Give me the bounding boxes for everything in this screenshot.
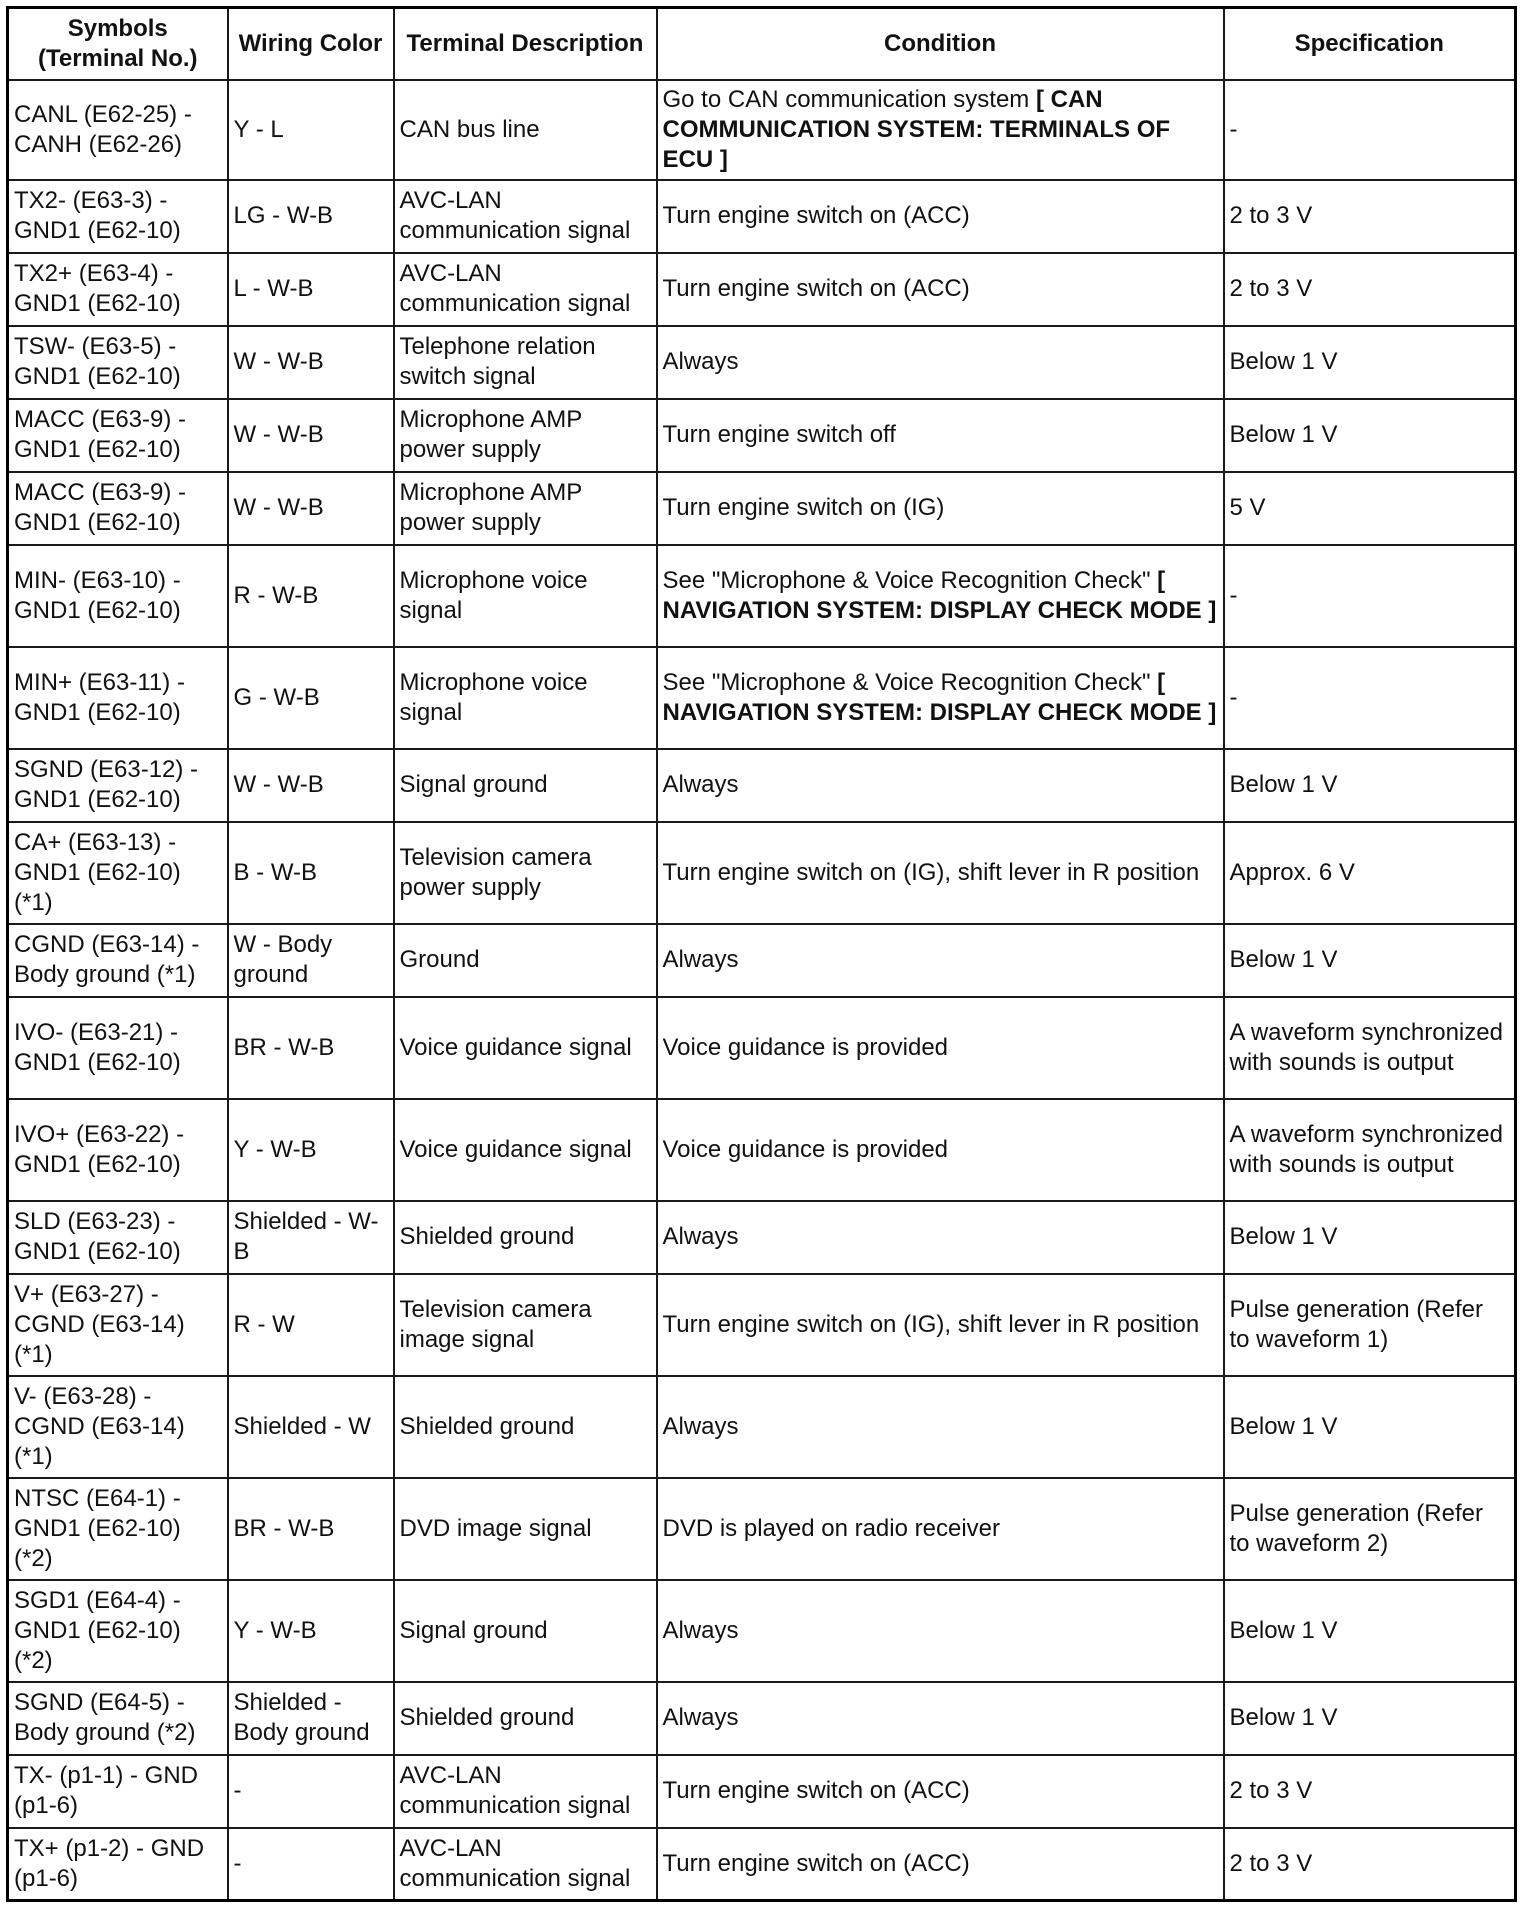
symbols-cell: V+ (E63-27) - CGND (E63-14) (*1)	[8, 1274, 228, 1376]
terminal-description-cell: Ground	[394, 924, 657, 997]
terminal-description-cell: Microphone AMP power supply	[394, 472, 657, 545]
condition-cell	[657, 326, 1224, 399]
condition-cell	[657, 997, 1224, 1099]
wiring-color-cell: Y - W-B	[228, 1099, 394, 1201]
specification-cell: 2 to 3 V	[1224, 180, 1516, 253]
condition-text: Always	[662, 1616, 739, 1644]
condition-text: Always	[662, 1223, 739, 1250]
condition-reference-link[interactable]: [ NAVIGATION SYSTEM: DISPLAY CHECK MODE ]	[662, 668, 1217, 726]
terminal-description-cell: AVC-LAN communication signal	[394, 180, 657, 253]
condition-text: Turn engine switch on (IG)	[662, 494, 945, 521]
terminal-description-cell: Signal ground	[394, 749, 657, 822]
header-terminal-description: Terminal Description	[394, 8, 657, 80]
symbols-cell: TX+ (p1-2) - GND (p1-6)	[8, 1828, 228, 1901]
wiring-color-cell: BR - W-B	[228, 1478, 394, 1580]
terminal-description-cell: Voice guidance signal	[394, 1099, 657, 1201]
table-row	[8, 822, 1516, 924]
condition-text: Voice guidance is provided	[662, 1033, 949, 1061]
condition-cell	[657, 1478, 1224, 1580]
header-specification: Specification	[1224, 8, 1516, 80]
symbols-cell: SGND (E64-5) - Body ground (*2)	[8, 1682, 228, 1755]
specification-cell: -	[1224, 80, 1516, 180]
terminal-description-cell: Television camera power supply	[394, 822, 657, 924]
symbols-cell: MIN+ (E63-11) - GND1 (E62-10)	[8, 647, 228, 749]
table-row	[8, 180, 1516, 253]
condition-cell	[657, 1828, 1224, 1901]
header-condition: Condition	[657, 8, 1224, 80]
condition-text: Turn engine switch on (IG), shift lever in R position	[662, 1310, 1200, 1338]
wiring-color-cell: W - W-B	[228, 399, 394, 472]
wiring-color-cell: -	[228, 1755, 394, 1828]
table-row	[8, 924, 1516, 997]
condition-text: Voice guidance is provided	[662, 1135, 949, 1163]
condition-text: Turn engine switch on (ACC)	[662, 1849, 970, 1877]
condition-text: Turn engine switch on (ACC)	[662, 1777, 970, 1804]
specification-cell: -	[1224, 647, 1516, 749]
symbols-cell: SLD (E63-23) - GND1 (E62-10)	[8, 1201, 228, 1274]
table-row	[8, 1099, 1516, 1201]
condition-cell	[657, 1201, 1224, 1274]
specification-cell: Approx. 6 V	[1224, 822, 1516, 924]
wiring-color-cell: Shielded - W	[228, 1376, 394, 1478]
table-row	[8, 1478, 1516, 1580]
specification-cell: 2 to 3 V	[1224, 253, 1516, 326]
specification-cell: Pulse generation (Refer to waveform 2)	[1224, 1478, 1516, 1580]
terminal-description-cell: Shielded ground	[394, 1682, 657, 1755]
terminal-description-cell: Microphone voice signal	[394, 647, 657, 749]
symbols-cell: MACC (E63-9) - GND1 (E62-10)	[8, 399, 228, 472]
specification-cell: Below 1 V	[1224, 326, 1516, 399]
table-row	[8, 1580, 1516, 1682]
wiring-color-cell: W - W-B	[228, 749, 394, 822]
table-row	[8, 80, 1516, 180]
terminal-description-cell: Voice guidance signal	[394, 997, 657, 1099]
condition-cell	[657, 1682, 1224, 1755]
condition-text: Turn engine switch on (IG), shift lever in R position	[662, 858, 1200, 886]
condition-cell	[657, 1580, 1224, 1682]
symbols-cell: TX2+ (E63-4) - GND1 (E62-10)	[8, 253, 228, 326]
symbols-cell: V- (E63-28) - CGND (E63-14) (*1)	[8, 1376, 228, 1478]
condition-text: DVD is played on radio receiver	[662, 1514, 1000, 1542]
wiring-color-cell: Y - L	[228, 80, 394, 180]
wiring-color-cell: R - W-B	[228, 545, 394, 647]
specification-cell: 2 to 3 V	[1224, 1828, 1516, 1901]
table-row	[8, 1828, 1516, 1901]
condition-reference-link[interactable]: [ CAN COMMUNICATION SYSTEM: TERMINALS OF ECU ]	[662, 85, 1171, 173]
terminal-description-cell: CAN bus line	[394, 80, 657, 180]
symbols-cell: MACC (E63-9) - GND1 (E62-10)	[8, 472, 228, 545]
table-row	[8, 253, 1516, 326]
condition-cell	[657, 80, 1224, 180]
symbols-cell: MIN- (E63-10) - GND1 (E62-10)	[8, 545, 228, 647]
condition-cell	[657, 647, 1224, 749]
specification-cell: Below 1 V	[1224, 924, 1516, 997]
table-row	[8, 1201, 1516, 1274]
wiring-color-cell: Shielded - W-B	[228, 1201, 394, 1274]
condition-cell	[657, 822, 1224, 924]
condition-cell	[657, 1755, 1224, 1828]
table-row	[8, 1682, 1516, 1755]
condition-text: See "Microphone & Voice Recognition Check"	[662, 668, 1158, 696]
wiring-color-cell: B - W-B	[228, 822, 394, 924]
specification-cell: -	[1224, 545, 1516, 647]
condition-cell	[657, 1274, 1224, 1376]
wiring-color-cell: G - W-B	[228, 647, 394, 749]
terminal-description-cell: Signal ground	[394, 1580, 657, 1682]
condition-text: Always	[662, 771, 739, 798]
wiring-color-cell: Shielded - Body ground	[228, 1682, 394, 1755]
condition-text: Always	[662, 946, 739, 973]
terminal-description-cell: DVD image signal	[394, 1478, 657, 1580]
specification-cell: 2 to 3 V	[1224, 1755, 1516, 1828]
condition-reference-link[interactable]: [ NAVIGATION SYSTEM: DISPLAY CHECK MODE ]	[662, 566, 1217, 624]
specification-cell: Below 1 V	[1224, 1376, 1516, 1478]
condition-cell	[657, 545, 1224, 647]
table-row	[8, 472, 1516, 545]
wiring-color-cell: -	[228, 1828, 394, 1901]
condition-cell	[657, 1376, 1224, 1478]
specification-cell: Below 1 V	[1224, 749, 1516, 822]
wiring-color-cell: L - W-B	[228, 253, 394, 326]
terminal-description-cell: AVC-LAN communication signal	[394, 1828, 657, 1901]
condition-cell	[657, 253, 1224, 326]
specification-cell: Pulse generation (Refer to waveform 1)	[1224, 1274, 1516, 1376]
header-row	[8, 8, 1516, 80]
condition-cell	[657, 1099, 1224, 1201]
symbols-cell: IVO- (E63-21) - GND1 (E62-10)	[8, 997, 228, 1099]
table-row	[8, 326, 1516, 399]
symbols-cell: TSW- (E63-5) - GND1 (E62-10)	[8, 326, 228, 399]
wiring-color-cell: Y - W-B	[228, 1580, 394, 1682]
table-row	[8, 1274, 1516, 1376]
table-body	[8, 80, 1516, 1901]
wiring-color-cell: R - W	[228, 1274, 394, 1376]
symbols-cell: TX- (p1-1) - GND (p1-6)	[8, 1755, 228, 1828]
condition-text: Turn engine switch on (ACC)	[662, 275, 970, 302]
terminal-description-cell: Shielded ground	[394, 1376, 657, 1478]
condition-cell	[657, 924, 1224, 997]
table-row	[8, 997, 1516, 1099]
terminal-description-cell: Shielded ground	[394, 1201, 657, 1274]
condition-text: See "Microphone & Voice Recognition Check"	[662, 566, 1158, 594]
table-row	[8, 647, 1516, 749]
table-row	[8, 399, 1516, 472]
terminal-description-cell: AVC-LAN communication signal	[394, 253, 657, 326]
wiring-color-cell: LG - W-B	[228, 180, 394, 253]
condition-cell	[657, 472, 1224, 545]
condition-text: Always	[662, 1704, 739, 1731]
condition-cell	[657, 749, 1224, 822]
condition-cell	[657, 399, 1224, 472]
symbols-cell: SGND (E63-12) - GND1 (E62-10)	[8, 749, 228, 822]
wiring-color-cell: W - Body ground	[228, 924, 394, 997]
symbols-cell: TX2- (E63-3) - GND1 (E62-10)	[8, 180, 228, 253]
condition-text: Go to CAN communication system	[662, 85, 1036, 113]
terminal-description-cell: Television camera image signal	[394, 1274, 657, 1376]
specification-cell: A waveform synchronized with sounds is output	[1224, 997, 1516, 1099]
terminal-description-cell: Telephone relation switch signal	[394, 326, 657, 399]
table-row	[8, 1376, 1516, 1478]
wiring-color-cell: W - W-B	[228, 326, 394, 399]
terminal-table	[6, 6, 1517, 1902]
symbols-cell: CA+ (E63-13) - GND1 (E62-10) (*1)	[8, 822, 228, 924]
condition-text: Turn engine switch off	[662, 421, 896, 448]
specification-cell: Below 1 V	[1224, 1580, 1516, 1682]
wiring-color-cell: W - W-B	[228, 472, 394, 545]
symbols-cell: SGD1 (E64-4) - GND1 (E62-10) (*2)	[8, 1580, 228, 1682]
terminal-description-cell: AVC-LAN communication signal	[394, 1755, 657, 1828]
condition-cell	[657, 180, 1224, 253]
symbols-cell: IVO+ (E63-22) - GND1 (E62-10)	[8, 1099, 228, 1201]
symbols-cell: CGND (E63-14) - Body ground (*1)	[8, 924, 228, 997]
specification-cell: A waveform synchronized with sounds is output	[1224, 1099, 1516, 1201]
table-row	[8, 749, 1516, 822]
wiring-color-cell: BR - W-B	[228, 997, 394, 1099]
terminal-description-cell: Microphone voice signal	[394, 545, 657, 647]
header-symbols: Symbols (Terminal No.)	[8, 8, 228, 80]
table-row	[8, 545, 1516, 647]
specification-cell: Below 1 V	[1224, 1682, 1516, 1755]
condition-text: Turn engine switch on (ACC)	[662, 202, 970, 229]
condition-text: Always	[662, 348, 739, 375]
symbols-cell: NTSC (E64-1) - GND1 (E62-10) (*2)	[8, 1478, 228, 1580]
header-wiring-color: Wiring Color	[228, 8, 394, 80]
condition-text: Always	[662, 1412, 739, 1440]
specification-cell: Below 1 V	[1224, 399, 1516, 472]
terminal-description-cell: Microphone AMP power supply	[394, 399, 657, 472]
table-row	[8, 1755, 1516, 1828]
symbols-cell: CANL (E62-25) - CANH (E62-26)	[8, 80, 228, 180]
specification-cell: Below 1 V	[1224, 1201, 1516, 1274]
specification-cell: 5 V	[1224, 472, 1516, 545]
